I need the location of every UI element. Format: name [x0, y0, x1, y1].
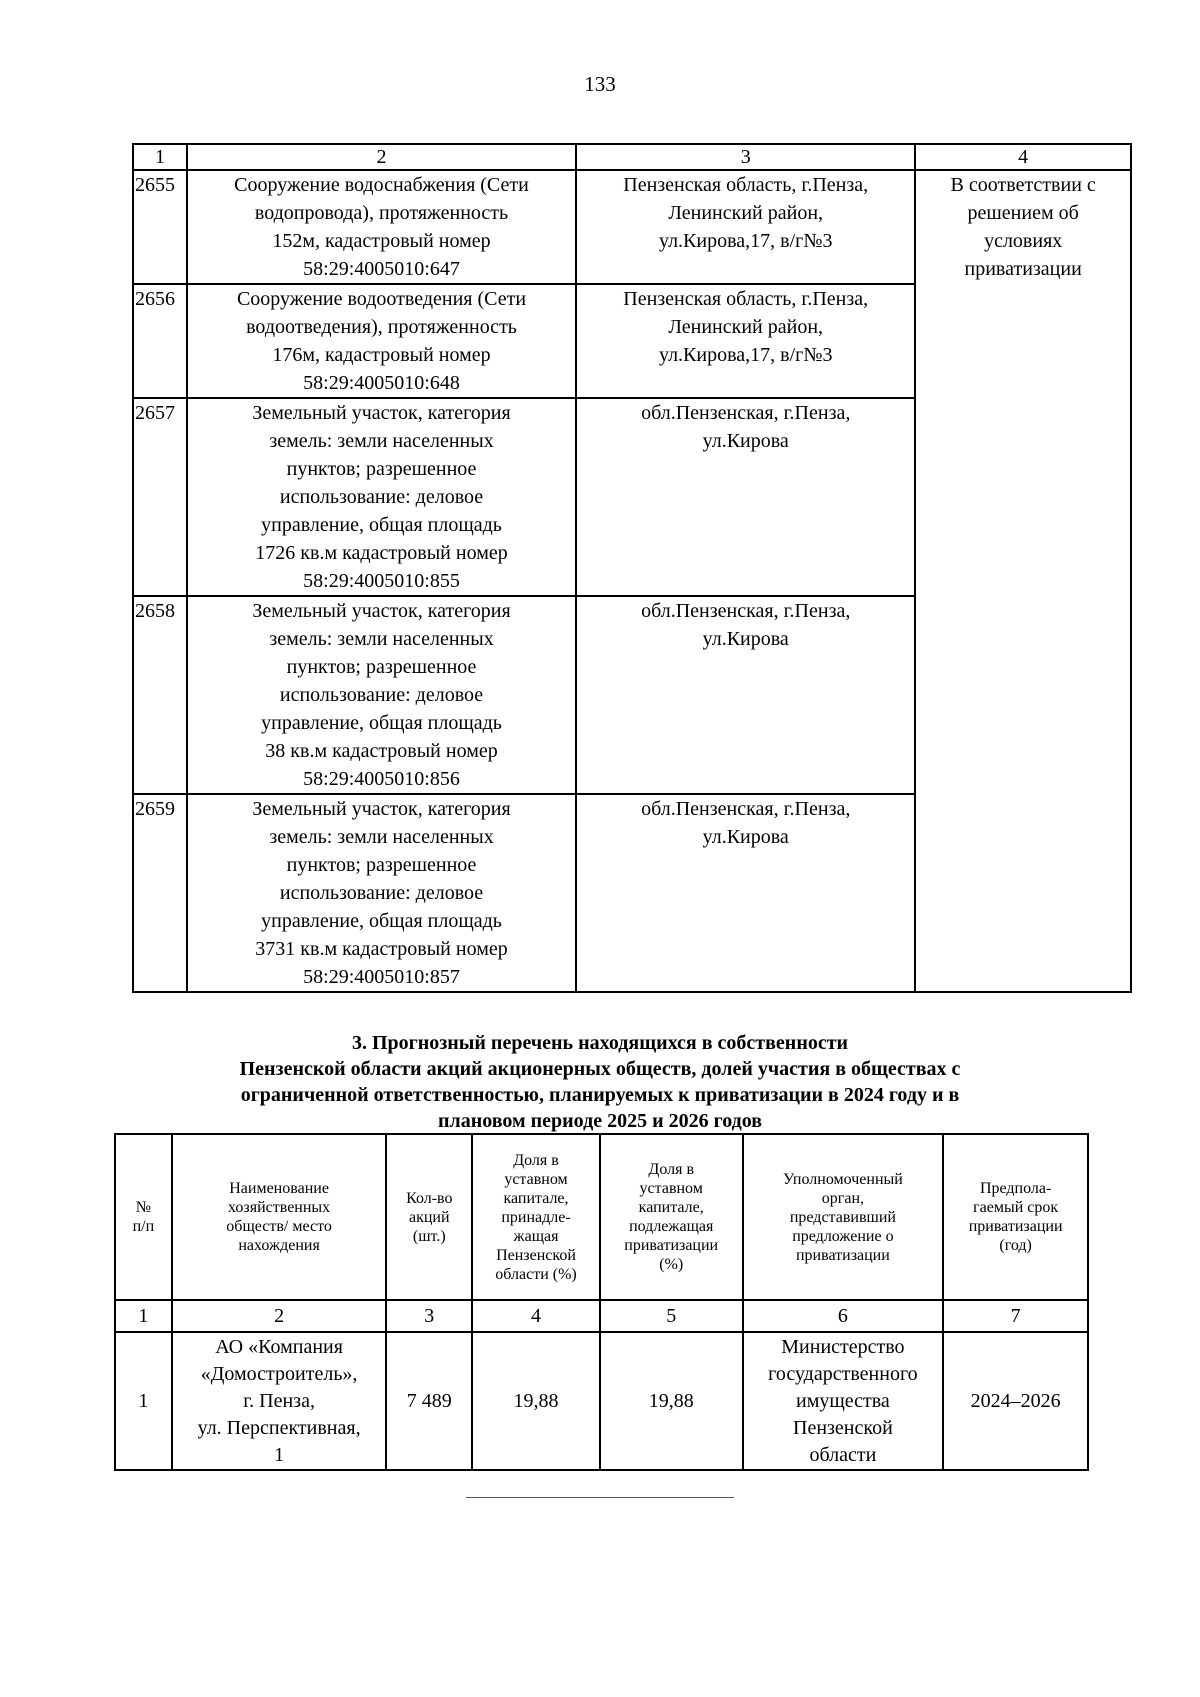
divider	[466, 1497, 734, 1498]
column-number: 3	[386, 1300, 472, 1332]
header-cell: № п/п	[115, 1134, 172, 1300]
row-number: 2656	[133, 284, 187, 398]
column-number: 4	[472, 1300, 600, 1332]
row-number: 2659	[133, 794, 187, 992]
table-row	[133, 170, 1131, 284]
shares-table	[114, 1133, 1089, 1471]
section-heading: 3. Прогнозный перечень находящихся в собственности Пензенской области акций акционерных обществ, долей участия в обществах с ограниченной ответственностью, планируемых к приватизации в 2024 году и в плановом периоде 2025 и 2026 годов	[239, 1032, 961, 1132]
column-number-row	[115, 1300, 1088, 1332]
share-owned: 19,88	[472, 1332, 600, 1470]
header-cell: Предпола- гаемый срок приватизации (год)	[943, 1134, 1088, 1300]
object-address: обл.Пензенская, г.Пенза, ул.Кирова	[576, 794, 915, 992]
company-name: АО «Компания «Домостроитель», г. Пенза, ул. Перспективная, 1	[172, 1332, 387, 1470]
header-cell: 3	[576, 144, 915, 170]
column-number: 7	[943, 1300, 1088, 1332]
row-number: 2658	[133, 596, 187, 794]
row-number: 2655	[133, 170, 187, 284]
row-number: 1	[115, 1332, 172, 1470]
header-cell: 2	[187, 144, 576, 170]
object-address: обл.Пензенская, г.Пенза, ул.Кирова	[576, 596, 915, 794]
privatization-method: В соответствии с решением об условиях приватизации	[915, 170, 1131, 992]
object-description: Земельный участок, категория земель: земли населенных пунктов; разрешенное использование: деловое управление, общая площадь 3731 кв.м кадастровый номер 58:29:4005010:857	[187, 794, 576, 992]
object-description: Земельный участок, категория земель: земли населенных пунктов; разрешенное использование: деловое управление, общая площадь 1726 кв.м кадастровый номер 58:29:4005010:855	[187, 398, 576, 596]
header-cell: Наименование хозяйственных обществ/ место нахождения	[172, 1134, 387, 1300]
column-number: 5	[600, 1300, 743, 1332]
column-number: 2	[172, 1300, 387, 1332]
page-number: 133	[584, 72, 616, 96]
object-address: Пензенская область, г.Пенза, Ленинский район, ул.Кирова,17, в/г№3	[576, 170, 915, 284]
object-description: Сооружение водоснабжения (Сети водопровода), протяженность 152м, кадастровый номер 58:29:4005010:647	[187, 170, 576, 284]
table-row	[115, 1332, 1088, 1470]
authorized-body: Министерство государственного имущества Пензенской области	[743, 1332, 944, 1470]
column-number: 1	[115, 1300, 172, 1332]
header-cell: Доля в уставном капитале, подлежащая приватизации (%)	[600, 1134, 743, 1300]
header-cell: 4	[915, 144, 1131, 170]
column-number: 6	[743, 1300, 944, 1332]
table-header-row	[115, 1134, 1088, 1300]
header-cell: Кол-во акций (шт.)	[386, 1134, 472, 1300]
header-cell: Доля в уставном капитале, принадле- жащая Пензенской области (%)	[472, 1134, 600, 1300]
header-cell: Уполномоченный орган, представивший предложение о приватизации	[743, 1134, 944, 1300]
header-cell: 1	[133, 144, 187, 170]
privatization-term: 2024–2026	[943, 1332, 1088, 1470]
row-number: 2657	[133, 398, 187, 596]
object-description: Сооружение водоотведения (Сети водоотведения), протяженность 176м, кадастровый номер 58:29:4005010:648	[187, 284, 576, 398]
object-description: Земельный участок, категория земель: земли населенных пунктов; разрешенное использование: деловое управление, общая площадь 38 кв.м кадастровый номер 58:29:4005010:856	[187, 596, 576, 794]
object-address: обл.Пензенская, г.Пенза, ул.Кирова	[576, 398, 915, 596]
table-header-row	[133, 144, 1131, 170]
object-address: Пензенская область, г.Пенза, Ленинский район, ул.Кирова,17, в/г№3	[576, 284, 915, 398]
property-table	[132, 143, 1132, 993]
shares-count: 7 489	[386, 1332, 472, 1470]
share-privatized: 19,88	[600, 1332, 743, 1470]
